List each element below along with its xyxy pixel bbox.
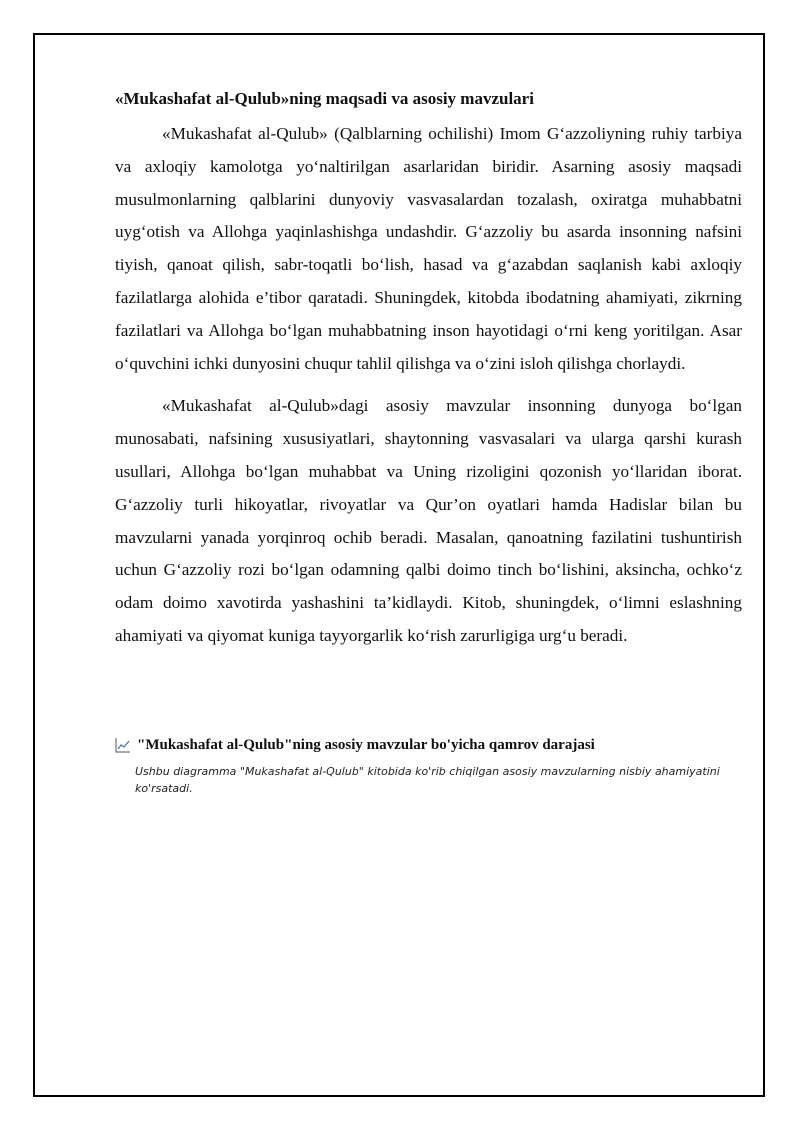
paragraph-purpose: «Mukashafat al-Qulub» (Qalblarning ochilishi) Imom G‘azzoliyning ruhiy tarbiya va axloqiy kamolotga yo‘naltirilgan asarlaridan biridir. Asarning asosiy maqsadi musulmonlarning qalblarini dunyoviy vasvasalardan tozalash, oxiratga muhabbatni uyg‘otish va Allohga yaqinlashishga undashdir. G‘azzoliy bu asarda insonning nafsini tiyish, qanoat qilish, sabr-toqatli bo‘lish, hasad va g‘azabdan saqlanish kabi axloqiy fazilatlarga alohida e’tibor qaratadi. Shuningdek, kitobda ibodatning ahamiyati, zikrning fazilatlari va Allohga bo‘lgan muhabbatning inson hayotidagi o‘rni keng yoritilgan. Asar o‘quvchini ichki dunyosini chuqur tahlil qilishga va o‘zini isloh qilishga chorlaydi. bbox=[115, 124, 742, 373]
line-chart-icon bbox=[115, 737, 131, 753]
chart-description: Ushbu diagramma "Mukashafat al-Qulub" kitobida ko'rib chiqilgan asosiy mavzularning nisbiy ahamiyatini ko'rsatadi. bbox=[135, 765, 720, 795]
paragraph-themes: «Mukashafat al-Qulub»dagi asosiy mavzular insonning dunyoga bo‘lgan munosabati, nafsining xususiyatlari, shaytonning vasvasalari va ularga qarshi kurash usullari, Allohga bo‘lgan muhabbat va Uning rizoligini qozonish yo‘llaridan iborat. G‘azzoliy turli hikoyatlar, rivoyatlar va Qur’on oyatlari hamda Hadislar bilan bu mavzularni yanada yorqinroq ochib beradi. Masalan, qanoatning fazilatini tushuntirish uchun G‘azzoliy rozi bo‘lgan odamning qalbi doimo tinch bo‘lishini, aksincha, ochko‘z odam doimo xavotirda yashashini ta’kidlaydi. Kitob, shuningdek, o‘limni eslashning ahamiyati va qiyomat kuniga tayyorgarlik ko‘rish zarurligiga urg‘u beradi. bbox=[115, 396, 742, 645]
chart-caption-block bbox=[115, 733, 742, 797]
document-body bbox=[115, 86, 742, 663]
section-heading: «Mukashafat al-Qulub»ning maqsadi va asosiy mavzulari bbox=[115, 89, 534, 108]
chart-title: "Mukashafat al-Qulub"ning asosiy mavzular bo'yicha qamrov darajasi bbox=[137, 736, 595, 753]
chart-title-row bbox=[115, 733, 742, 757]
